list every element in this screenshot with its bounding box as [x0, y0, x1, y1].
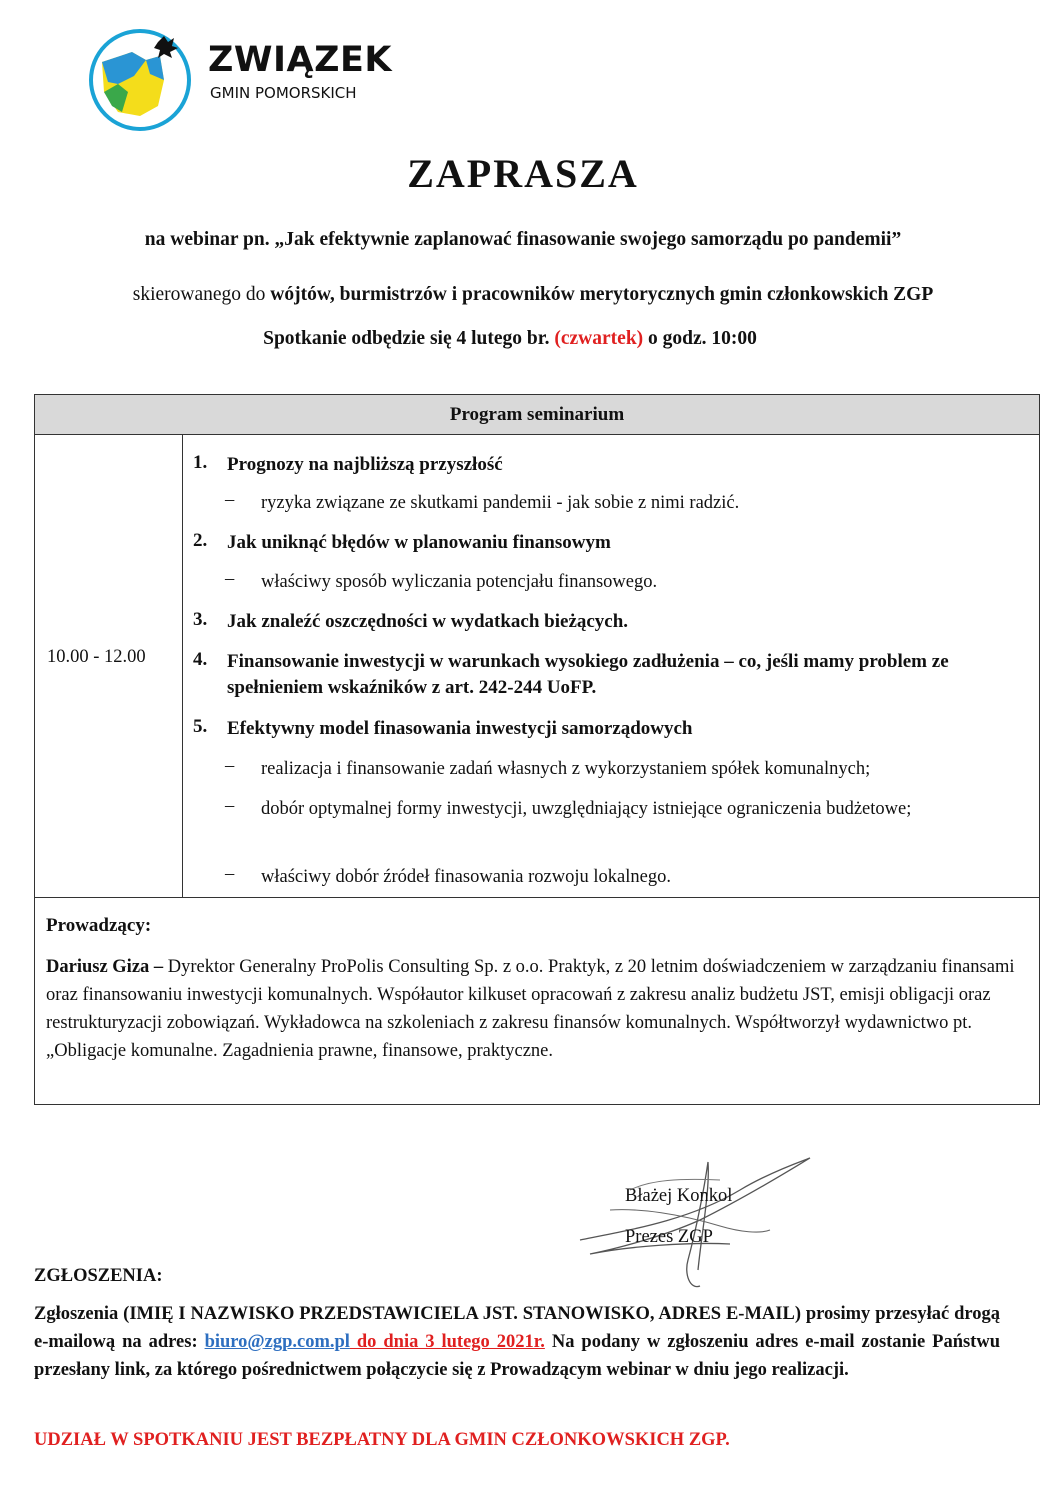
program-time: 10.00 - 12.00 [47, 647, 146, 667]
program-table [34, 394, 1040, 1105]
program-item [193, 609, 997, 635]
program-item [193, 530, 997, 556]
registration-deadline: do dnia 3 lutego 2021r. [349, 1332, 545, 1352]
subitem-dash: – [225, 756, 235, 776]
registration-text-b: Na podany w zgłoszeniu adres e-mail zostanie Państwu przesłany link, za którego pośrednictwem połączycie się z Prowadzącym webinar w dniu jego realizacji. [34, 1332, 1000, 1380]
program-item [193, 716, 997, 742]
webinar-title: na webinar pn. „Jak efektywnie zaplanować finasowanie swojego samorządu po pandemii” [144, 229, 902, 250]
subitem-text: dobór optymalnej formy inwestycji, uwzględniający istniejące ograniczenia budżetowe; [261, 799, 912, 819]
program-header: Program seminarium [35, 395, 1039, 435]
program-item [193, 649, 997, 701]
subitem-dash: – [225, 569, 235, 589]
item-text: Efektywny model finasowania inwestycji samorządowych [227, 718, 693, 739]
registration-text-a: Zgłoszenia (IMIĘ I NAZWISKO PRZEDSTAWICIELA JST. STANOWISKO, ADRES E-MAIL) prosimy przesyłać drogą e-mailową na adres: [34, 1304, 1000, 1352]
item-number: 4. [193, 649, 208, 670]
table-divider-horizontal [35, 897, 1039, 898]
program-subitem [225, 490, 981, 517]
subitem-text: realizacja i finansowanie zadań własnych z wykorzystaniem spółek komunalnych; [261, 759, 871, 779]
zgp-logo [88, 28, 393, 132]
item-number: 5. [193, 716, 208, 737]
presenter-description: Dyrektor Generalny ProPolis Consulting Sp. z o.o. Praktyk, z 20 letnim doświadczeniem w zarządzaniu finansami oraz finansowaniu inwestycji komunalnych. Współautor kilkuset opracowań z zakresu analiz budżetu JST, emisji obligacji oraz restrukturyzacji zobowiązań. Wykładowca na szkoleniach z zakresu finansów komunalnych. Współtworzył wydawnictwo pt. „Obligacje komunalne. Zagadnienia prawne, finansowe, praktyczne. [46, 957, 1015, 1061]
logo-main-text: ZWIĄZEK [208, 40, 393, 80]
audience-line [0, 284, 1046, 306]
subitem-text: właściwy dobór źródeł finasowania rozwoju lokalnego. [261, 867, 671, 887]
zgp-emblem-icon [88, 28, 192, 132]
email-link[interactable]: biuro@zgp.com.pl [204, 1332, 350, 1352]
item-number: 2. [193, 530, 208, 551]
program-subitem [225, 864, 981, 891]
program-item [193, 452, 997, 478]
meeting-date-prefix: Spotkanie odbędzie się 4 lutego br. [263, 328, 555, 349]
subitem-text: ryzyka związane ze skutkami pandemii - jak sobie z nimi radzić. [261, 493, 740, 513]
signatory-name: Błażej Konkol [625, 1186, 733, 1206]
audience-prefix: skierowanego do [132, 284, 271, 305]
handwritten-signature [570, 1150, 820, 1300]
registration-text [34, 1300, 1000, 1384]
program-subitem [225, 569, 981, 596]
signatory-role: Prezes ZGP [625, 1227, 713, 1247]
presenter-heading: Prowadzący: [46, 915, 152, 936]
item-text: Jak znaleźć oszczędności w wydatkach bieżących. [227, 611, 629, 632]
registration-heading: ZGŁOSZENIA: [34, 1266, 163, 1286]
presenter-name: Dariusz Giza – [46, 957, 164, 977]
item-text: Finansowanie inwestycji w warunkach wysokiego zadłużenia – co, jeśli mamy problem ze spełnieniem wskaźników z art. 242-244 UoFP. [227, 651, 949, 698]
meeting-time: o godz. 10:00 [643, 328, 757, 349]
free-participation-notice: UDZIAŁ W SPOTKANIU JEST BEZPŁATNY DLA GMIN CZŁONKOWSKICH ZGP. [34, 1430, 730, 1450]
subitem-dash: – [225, 796, 235, 816]
item-number: 3. [193, 609, 208, 630]
presenter-bio [46, 953, 1021, 1065]
audience-bold: wójtów, burmistrzów i pracowników merytorycznych gmin członkowskich ZGP [270, 284, 934, 305]
program-subitem [225, 756, 981, 783]
page-title: ZAPRASZA [407, 151, 639, 196]
item-text: Prognozy na najbliższą przyszłość [227, 454, 503, 475]
item-number: 1. [193, 452, 208, 473]
subitem-dash: – [225, 490, 235, 510]
meeting-weekday: (czwartek) [554, 328, 644, 349]
meeting-date-line [0, 328, 1020, 350]
logo-sub-text: GMIN POMORSKICH [210, 84, 357, 102]
table-divider-vertical [182, 435, 183, 897]
program-subitem [225, 796, 981, 823]
subitem-text: właściwy sposób wyliczania potencjału finansowego. [261, 572, 658, 592]
subitem-dash: – [225, 864, 235, 884]
item-text: Jak uniknąć błędów w planowaniu finansowym [227, 532, 611, 553]
